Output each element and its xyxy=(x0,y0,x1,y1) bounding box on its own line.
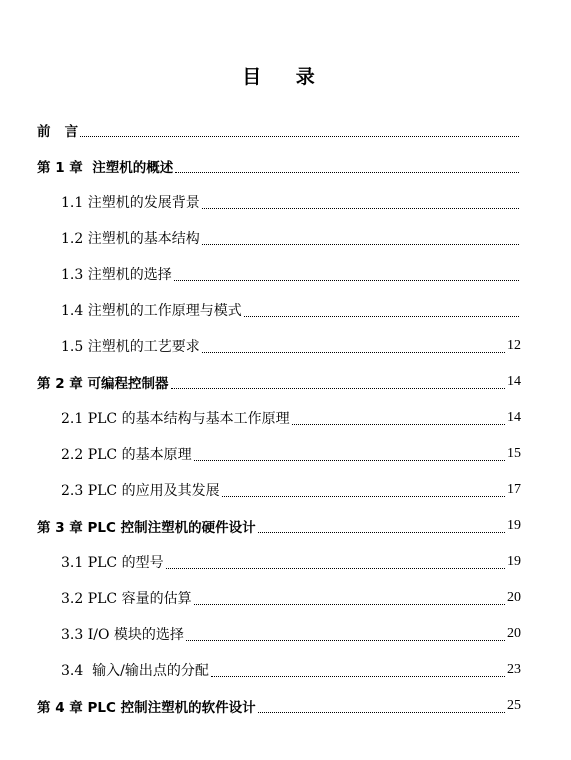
toc-entry[interactable] xyxy=(37,580,521,616)
toc-entry-label: 1.1 注塑机的发展背景 xyxy=(61,195,200,211)
toc-entry-label: 1.5 注塑机的工艺要求 xyxy=(61,339,200,355)
toc-entry-label: 3.3 I/O 模块的选择 xyxy=(61,627,184,643)
toc-entry-page: 19 xyxy=(507,518,521,533)
toc-leader xyxy=(211,676,505,677)
toc-entry[interactable] xyxy=(37,652,521,688)
toc-entry-label: 1.4 注塑机的工作原理与模式 xyxy=(61,303,242,319)
page-title: 目 录 xyxy=(242,66,329,88)
toc-leader xyxy=(194,604,505,605)
toc-entry-page: 15 xyxy=(507,446,521,461)
toc-entry-page: 19 xyxy=(507,554,521,569)
toc-entry-page: 25 xyxy=(507,698,521,713)
toc-entry-label: 1.3 注塑机的选择 xyxy=(61,267,172,283)
toc-leader xyxy=(202,208,519,209)
toc-entry-page: 14 xyxy=(507,410,521,425)
toc-leader xyxy=(174,280,519,281)
toc-entry-label: 1.2 注塑机的基本结构 xyxy=(61,231,200,247)
toc-leader xyxy=(80,136,519,137)
toc-entry[interactable] xyxy=(37,688,521,724)
toc-entry-page: 20 xyxy=(507,590,521,605)
toc-entry[interactable] xyxy=(37,508,521,544)
toc-entry-label: 第 3 章 PLC 控制注塑机的硬件设计 xyxy=(37,520,256,536)
toc-leader xyxy=(244,316,519,317)
toc-entry-label: 3.2 PLC 容量的估算 xyxy=(61,591,192,607)
toc-entry[interactable] xyxy=(37,148,521,184)
toc-entry-page: 12 xyxy=(507,338,521,353)
toc-entry[interactable] xyxy=(37,328,521,364)
toc-leader xyxy=(202,352,505,353)
toc-entry-label: 前 言 xyxy=(37,124,79,140)
toc-entry-page: 17 xyxy=(507,482,521,497)
toc-entry-page: 14 xyxy=(507,374,521,389)
toc-entry[interactable] xyxy=(37,292,521,328)
toc-leader xyxy=(292,424,505,425)
toc-leader xyxy=(194,460,505,461)
toc-entry[interactable] xyxy=(37,472,521,508)
toc-entry[interactable] xyxy=(37,112,521,148)
toc-entry-label: 2.1 PLC 的基本结构与基本工作原理 xyxy=(61,411,290,427)
toc-entry-page: 20 xyxy=(507,626,521,641)
table-of-contents xyxy=(37,112,521,724)
toc-entry[interactable] xyxy=(37,256,521,292)
toc-leader xyxy=(186,640,505,641)
toc-entry-label: 3.1 PLC 的型号 xyxy=(61,555,164,571)
toc-entry[interactable] xyxy=(37,184,521,220)
toc-entry[interactable] xyxy=(37,220,521,256)
toc-leader xyxy=(258,532,505,533)
toc-entry[interactable] xyxy=(37,616,521,652)
toc-entry[interactable] xyxy=(37,544,521,580)
toc-leader xyxy=(258,712,505,713)
toc-entry-page: 23 xyxy=(507,662,521,677)
toc-leader xyxy=(222,496,505,497)
toc-entry[interactable] xyxy=(37,436,521,472)
toc-entry-label: 第 1 章 注塑机的概述 xyxy=(37,160,174,176)
toc-entry-label: 第 4 章 PLC 控制注塑机的软件设计 xyxy=(37,700,256,716)
toc-entry-label: 2.2 PLC 的基本原理 xyxy=(61,447,192,463)
toc-entry[interactable] xyxy=(37,400,521,436)
toc-entry-label: 3.4 输入/输出点的分配 xyxy=(61,663,209,679)
toc-leader xyxy=(175,172,519,173)
toc-leader xyxy=(202,244,519,245)
toc-entry-label: 2.3 PLC 的应用及其发展 xyxy=(61,483,220,499)
toc-leader xyxy=(171,388,506,389)
toc-entry-label: 第 2 章 可编程控制器 xyxy=(37,376,169,392)
toc-entry[interactable] xyxy=(37,364,521,400)
toc-leader xyxy=(166,568,505,569)
